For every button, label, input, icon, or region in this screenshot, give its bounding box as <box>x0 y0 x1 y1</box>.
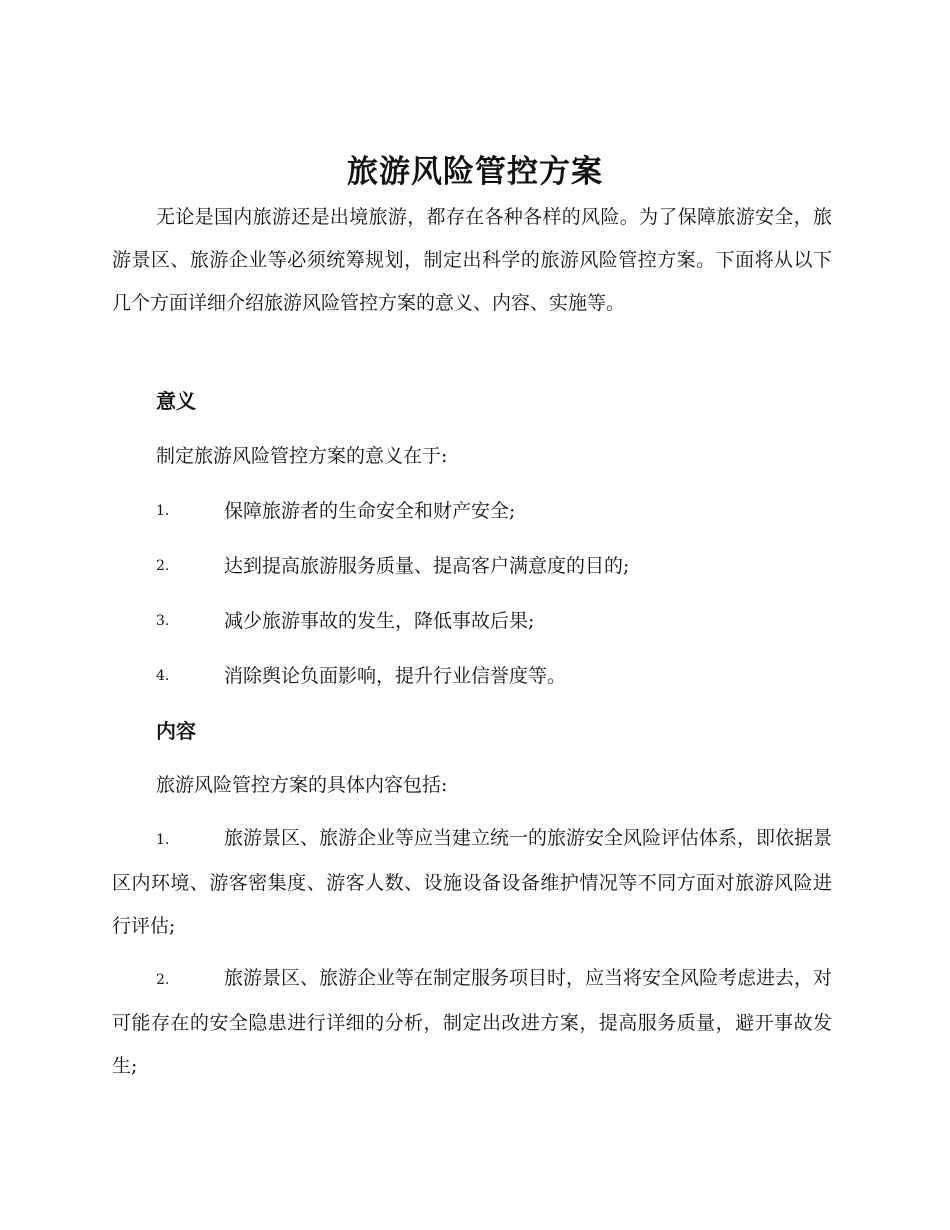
section-heading-content: 内容 <box>156 719 196 743</box>
list-item-number: 2. <box>156 972 170 988</box>
list-item-number: 3. <box>156 613 170 629</box>
list-item-number: 1. <box>156 503 170 519</box>
list-item-text: 达到提高旅游服务质量、提高客户满意度的目的; <box>224 555 630 577</box>
list-item-text: 旅游景区、旅游企业等应当建立统一的旅游安全风险评估体系，即依据景区内环境、游客密集度、游客人数、设施设备设备维护情况等不同方面对旅游风险进行评估; <box>112 827 833 937</box>
content-list-item <box>112 957 832 1088</box>
section-lead-significance: 制定旅游风险管控方案的意义在于: <box>156 445 448 467</box>
list-item-text: 保障旅游者的生命安全和财产安全; <box>224 500 516 522</box>
content-list-item <box>112 817 832 948</box>
list-item-text: 消除舆论负面影响，提升行业信誉度等。 <box>224 665 567 687</box>
section-lead-content: 旅游风险管控方案的具体内容包括: <box>156 774 448 796</box>
section-heading-significance: 意义 <box>156 389 196 413</box>
list-item-text: 减少旅游事故的发生，降低事故后果; <box>224 610 535 632</box>
list-item-text: 旅游景区、旅游企业等在制定服务项目时，应当将安全风险考虑进去，对可能存在的安全隐患进行详细的分析，制定出改进方案，提高服务质量，避开事故发生; <box>112 967 833 1077</box>
document-title: 旅游风险管控方案 <box>347 154 603 190</box>
list-item-number: 1. <box>156 832 170 848</box>
intro-paragraph: 无论是国内旅游还是出境旅游，都存在各种各样的风险。为了保障旅游安全，旅游景区、旅游企业等必须统筹规划，制定出科学的旅游风险管控方案。下面将从以下几个方面详细介绍旅游风险管控方案的意义、内容、实施等。 <box>112 206 832 314</box>
list-item-number: 2. <box>156 558 170 574</box>
list-item-number: 4. <box>156 668 170 684</box>
